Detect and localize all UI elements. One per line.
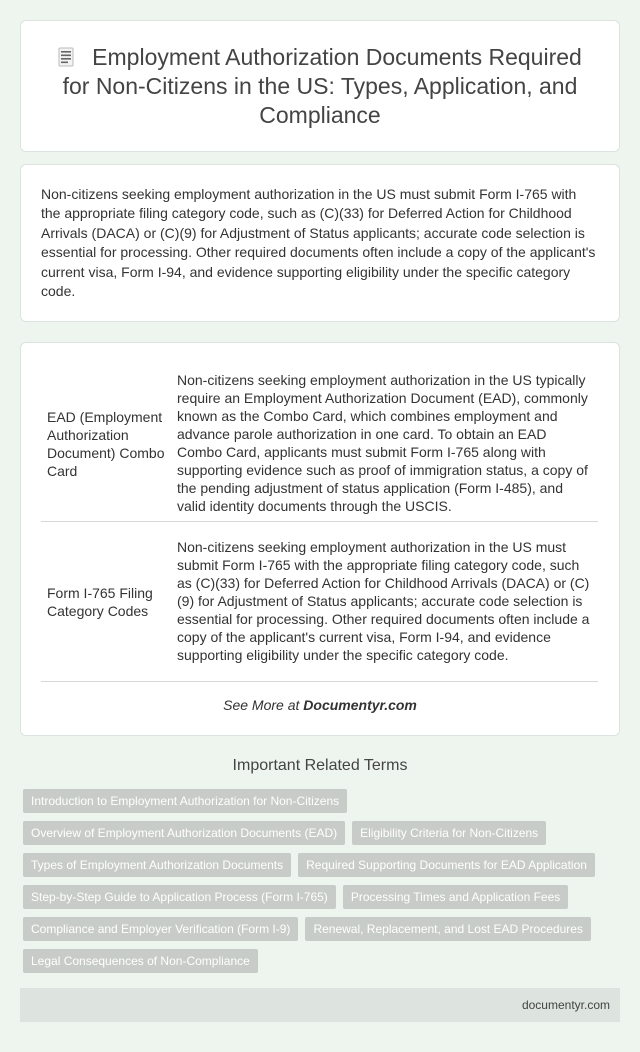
related-tag[interactable]: Step-by-Step Guide to Application Process (Form I-765) [23, 885, 336, 909]
see-more-prefix: See More at [223, 697, 304, 713]
table-row [41, 522, 598, 682]
related-tag[interactable]: Compliance and Employer Verification (Form I-9) [23, 917, 298, 941]
intro-card [20, 164, 620, 322]
page-title-text: Employment Authorization Documents Required for Non-Citizens in the US: Types, Application, and Compliance [62, 44, 582, 128]
related-tag[interactable]: Processing Times and Application Fees [343, 885, 568, 909]
related-tag[interactable]: Renewal, Replacement, and Lost EAD Procedures [305, 917, 590, 941]
term-cell: EAD (Employment Authorization Document) Combo Card [41, 367, 171, 522]
footer [20, 988, 620, 1022]
description-cell: Non-citizens seeking employment authorization in the US must submit Form I-765 with the appropriate filing category code, such as (C)(33) for Deferred Action for Childhood Arrivals (DACA) or (C)(9) for Adjustment of Status applicants; accurate code selection is essential for processing. Other required documents often include a copy of the applicant's current visa, Form I-94, and evidence supporting eligibility under the specific category code. [171, 522, 598, 682]
related-tags [23, 789, 623, 973]
footer-site-link[interactable]: documentyr.com [521, 998, 610, 1012]
terms-table-card [20, 342, 620, 736]
related-tag[interactable]: Eligibility Criteria for Non-Citizens [352, 821, 546, 845]
related-terms-title: Important Related Terms [232, 757, 408, 774]
related-tag[interactable]: Types of Employment Authorization Documents [23, 853, 291, 877]
title-card [20, 20, 620, 152]
see-more-site: Documentyr.com [303, 697, 417, 713]
intro-paragraph: Non-citizens seeking employment authorization in the US must submit Form I-765 with the appropriate filing category code, such as (C)(33) for Deferred Action for Childhood Arrivals (DACA) or (C)(9) for Adjustment of Status applicants; accurate code selection is essential for processing. Other required documents often include a copy of the applicant's current visa, Form I-94, and evidence supporting eligibility under the specific category code. [41, 186, 596, 300]
terms-table [41, 367, 598, 682]
related-tag[interactable]: Required Supporting Documents for EAD Application [298, 853, 595, 877]
term-cell: Form I-765 Filing Category Codes [41, 522, 171, 682]
see-more-link[interactable] [21, 697, 619, 713]
description-cell: Non-citizens seeking employment authorization in the US typically require an Employment Authorization Document (EAD), commonly known as the Combo Card, which combines employment and advance parole authorization in one card. To obtain an EAD Combo Card, applicants must submit Form I-765 along with supporting evidence such as proof of immigration status, a copy of the pending adjustment of status application (Form I-485), and valid identity documents through the USCIS. [171, 367, 598, 522]
page-title [51, 43, 589, 130]
table-row [41, 367, 598, 522]
related-tag[interactable]: Legal Consequences of Non-Compliance [23, 949, 258, 973]
related-tag[interactable]: Introduction to Employment Authorization for Non-Citizens [23, 789, 347, 813]
related-tag[interactable]: Overview of Employment Authorization Documents (EAD) [23, 821, 345, 845]
document-icon [58, 45, 74, 65]
